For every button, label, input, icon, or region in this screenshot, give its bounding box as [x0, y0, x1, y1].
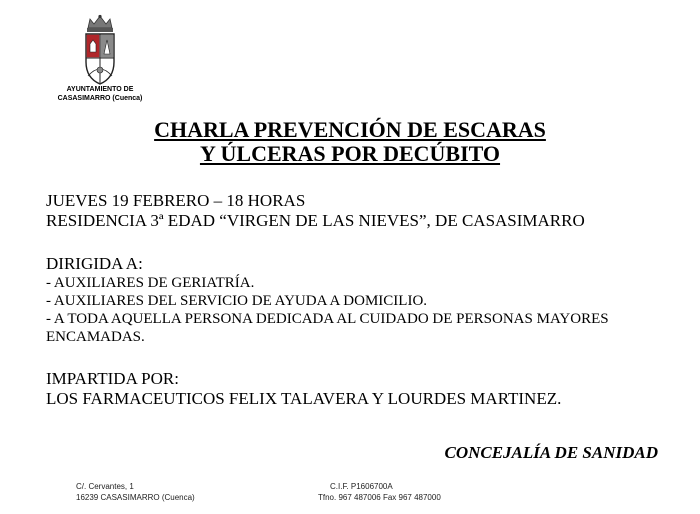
speakers-names: LOS FARMACEUTICOS FELIX TALAVERA Y LOURDES MARTINEZ.	[46, 389, 562, 408]
audience-item: - AUXILIARES DE GERIATRÍA.	[46, 275, 255, 291]
audience-section	[46, 254, 676, 346]
organization-name-line2: CASASIMARRO (Cuenca)	[57, 95, 143, 102]
event-place: RESIDENCIA 3ª EDAD “VIRGEN DE LAS NIEVES”, DE CASASIMARRO	[46, 211, 585, 230]
signature: CONCEJALÍA DE SANIDAD	[444, 443, 658, 462]
audience-heading: DIRIGIDA A:	[46, 254, 143, 273]
speakers-heading: IMPARTIDA POR:	[46, 369, 179, 388]
footer-city: 16239 CASASIMARRO (Cuenca)	[76, 493, 195, 502]
audience-item: ENCAMADAS.	[46, 329, 145, 345]
organization-name	[54, 85, 146, 103]
document-title	[0, 118, 700, 166]
audience-item: - AUXILIARES DEL SERVICIO DE AYUDA A DOMICILIO.	[46, 293, 428, 309]
footer-contact	[318, 481, 441, 503]
audience-item: - A TODA AQUELLA PERSONA DEDICADA AL CUIDADO DE PERSONAS MAYORES	[46, 311, 609, 327]
footer-address	[76, 481, 195, 503]
coat-of-arms-icon	[80, 14, 120, 86]
footer-cif: C.I.F. P1606700A	[330, 482, 393, 491]
organization-name-line1: AYUNTAMIENTO DE	[66, 86, 134, 93]
speakers-section	[46, 369, 676, 409]
footer-phone: Tfno. 967 487006 Fax 967 487000	[318, 493, 441, 502]
title-line1: CHARLA PREVENCIÓN DE ESCARAS	[154, 117, 546, 142]
event-date: JUEVES 19 FEBRERO – 18 HORAS	[46, 191, 306, 210]
event-details	[46, 191, 676, 231]
title-line2: Y ÚLCERAS POR DECÚBITO	[199, 141, 501, 166]
footer-street: C/. Cervantes, 1	[76, 482, 134, 491]
